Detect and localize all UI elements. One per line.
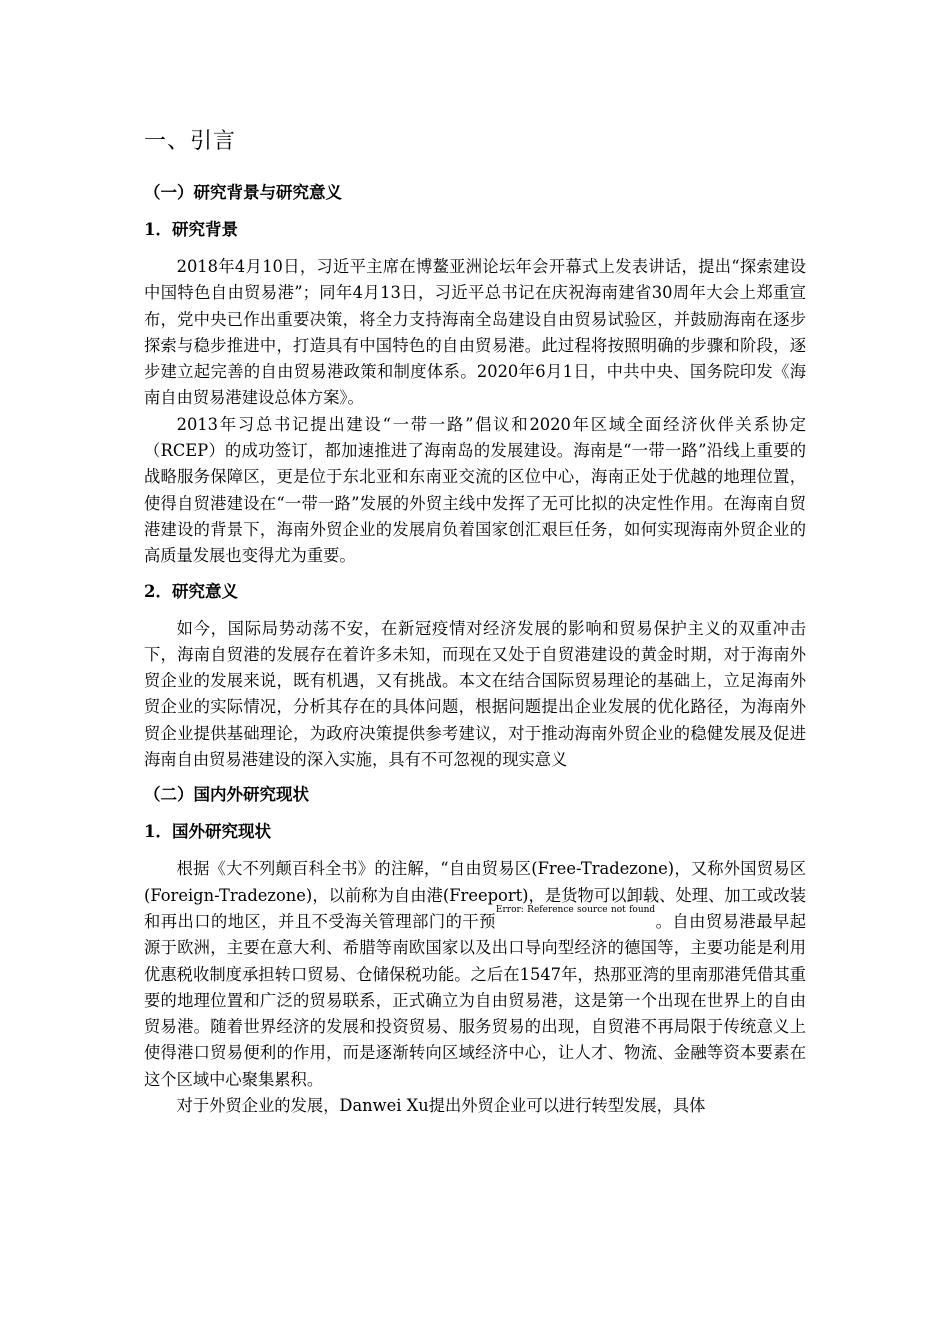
subsection-title-research-status: （二）国内外研究现状 [144,785,309,805]
paragraph: 2013年习总书记提出建设“一带一路”倡议和2020年区域全面经济伙伴关系协定（RCEP）的成功签订，都加速推进了海南岛的发展建设。海南是“一带一路”沿线上重要的战略服务保障区，更是位于东北亚和东南亚交流的区位中心，海南正处于优越的地理位置，使得自贸港建设在“一带一路”发展的外贸主线中发挥了无可比拟的决定性作用。在海南自贸港建设的背景下，海南外贸企业的发展肩负着国家创汇艰巨任务，如何实现海南外贸企业的高质量发展也变得尤为重要。 [144,414,806,566]
paragraph-text: 。自由贸易港最早起源于欧洲，主要在意大利、希腊等南欧国家以及出口导向型经济的德国等，主要功能是利用优惠税收制度承担转口贸易、仓储保税功能。之后在1547年，热那亚湾的里南那港凭借其重要的地理位置和广泛的贸易联系，正式确立为自由贸易港，这是第一个出现在世界上的自由贸易港。随着世界经济的发展和投资贸易、服务贸易的出现，自贸港不再局限于传统意义上使得港口贸易便利的作用，而是逐渐转向区域经济中心，让人才、物流、金融等资本要素在这个区域中心聚集累积。 [144,911,806,1089]
paragraph [144,856,806,1093]
paragraph: 如今，国际局势动荡不安，在新冠疫情对经济发展的影响和贸易保护主义的双重冲击下，海南自贸港的发展存在着许多未知，而现在又处于自贸港建设的黄金时期，对于海南外贸企业的发展来说，既有机遇，又有挑战。本文在结合国际贸易理论的基础上，立足海南外贸企业的实际情况，分析其存在的具体问题，根据问题提出企业发展的优化路径，为海南外贸企业提供基础理论，为政府决策提供参考建议，对于推动海南外贸企业的稳健发展及促进海南自由贸易港建设的深入实施，具有不可忽视的现实意义 [144,618,806,770]
paragraph-text: 根据《大不列颠百科全书》的注解，“自由贸易区(Free-Tradezone)，又称外国贸易区(Foreign-Tradezone)，以前称为自由港(Freeport)，是货物可以卸载、处理、加工或改装和再出口的地区，并且不受海关管理部门的干预 [144,859,806,931]
heading-research-significance: 2．研究意义 [144,581,238,601]
reference-error-note: Error: Reference source not found [495,904,656,915]
paragraph: 对于外贸企业的发展，Danwei Xu提出外贸企业可以进行转型发展，具体 [176,1096,706,1116]
heading-research-background: 1．研究背景 [144,220,238,239]
subsection-title-background: （一）研究背景与研究意义 [144,183,342,202]
paragraph: 2018年4月10日，习近平主席在博鳌亚洲论坛年会开幕式上发表讲话，提出“探索建设中国特色自由贸易港”；同年4月13日，习近平总书记在庆祝海南建省30周年大会上郑重宣布，党中央已作出重要决策，将全力支持海南全岛建设自由贸易试验区，并鼓励海南在逐步探索与稳步推进中，打造具有中国特色的自由贸易港。此过程将按照明确的步骤和阶段，逐步建立起完善的自由贸易港政策和制度体系。2020年6月1日，中共中央、国务院印发《海南自由贸易港建设总体方案》。 [144,257,806,408]
document-body [144,126,806,1119]
heading-foreign-research: 1．国外研究现状 [144,822,271,842]
section-title: 一、引言 [144,129,237,154]
